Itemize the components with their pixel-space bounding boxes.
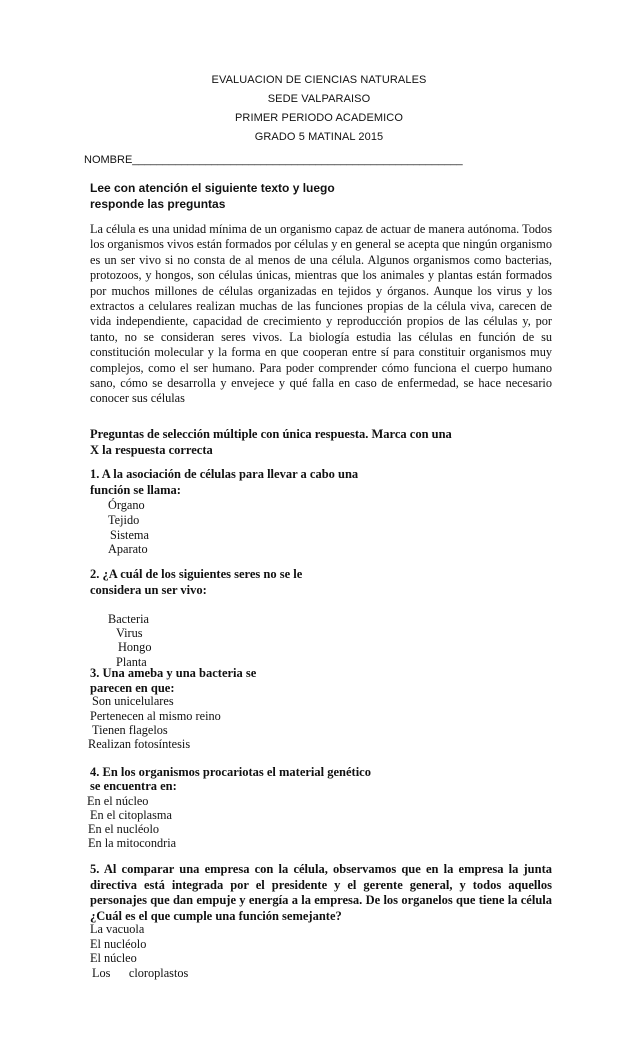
header-periodo: PRIMER PERIODO ACADEMICO <box>234 112 404 124</box>
question-2-option[interactable]: Virus <box>116 626 143 640</box>
question-4-option[interactable]: En el nucléolo <box>88 822 160 836</box>
header-sede: SEDE VALPARAISO <box>267 93 371 105</box>
question-4-line-2: se encuentra en: <box>90 779 177 793</box>
question-2-line-1: 2. ¿A cuál de los siguientes seres no se le <box>90 567 303 581</box>
question-3-line-1: 3. Una ameba y una bacteria se <box>90 666 257 680</box>
reading-passage: La célula es una unidad mínima de un organismo capaz de actuar de manera autónoma. Todos los organismos vivos están formados por células y en general se acepta que ningún organismo es un ser vivo si no consta de al menos de una célula. Algunos organismos como bacterias, protozoos, y hongos, son células únicas, mientras que los animales y plantas están formados por muchos millones de células organizadas en tejidos y órganos. Aunque los virus y los extractos a celulares realizan muchas de las funciones propias de la célula viva, carecen de vida independiente, capacidad de crecimiento y reproducción propios de las células y, por tanto, no se consideran seres vivos. La biología estudia las células en función de su constitución molecular y la forma en que cooperan entre sí para constituir organismos muy complejos, como el ser humano. Para poder comprender cómo funciona el cuerpo humano sano, cómo se desarrolla y envejece y qué falla en caso de enfermedad, se hace necesario conocer sus células <box>90 222 552 406</box>
instruction-line-1: Lee con atención el siguiente texto y luego <box>90 181 335 195</box>
header-grado: GRADO 5 MATINAL 2015 <box>254 131 384 143</box>
question-5-option[interactable]: El nucléolo <box>90 937 147 951</box>
question-1-line-2: función se llama: <box>90 483 181 497</box>
question-2-option[interactable]: Planta <box>116 655 147 669</box>
question-1-option[interactable]: Órgano <box>108 498 145 512</box>
section-title-line-2: X la respuesta correcta <box>90 443 213 457</box>
instruction-line-2: responde las preguntas <box>90 197 226 211</box>
question-1-option[interactable]: Sistema <box>110 528 149 542</box>
question-1-option[interactable]: Aparato <box>108 542 148 556</box>
question-3-line-2: parecen en que: <box>90 681 175 695</box>
question-5-option[interactable]: Los cloroplastos <box>92 966 189 980</box>
question-4-line-1: 4. En los organismos procariotas el material genético <box>90 765 371 779</box>
question-1-option[interactable]: Tejido <box>108 513 140 527</box>
question-4-option[interactable]: En el citoplasma <box>90 808 172 822</box>
question-2-line-2: considera un ser vivo: <box>90 583 207 597</box>
question-4-option[interactable]: En el núcleo <box>87 794 149 808</box>
question-5-option[interactable]: La vacuola <box>90 922 145 936</box>
question-2-option[interactable]: Hongo <box>118 640 152 654</box>
question-3-option[interactable]: Tienen flagelos <box>92 723 168 737</box>
name-field-line: NOMBRE______________________________________________________ <box>84 154 463 166</box>
question-3-option[interactable]: Realizan fotosíntesis <box>88 737 191 751</box>
question-2-option[interactable]: Bacteria <box>108 612 149 626</box>
question-5-text: 5. Al comparar una empresa con la célula, observamos que en la empresa la junta directiva está integrada por el presidente y el gerente general, y todos aquellos personajes que dan empuje y energía a la empresa. De los organelos que tiene la célula ¿Cuál es el que cumple una función semejante? <box>90 862 552 923</box>
question-5-option[interactable]: El núcleo <box>90 951 137 965</box>
question-1-line-1: 1. A la asociación de células para llevar a cabo una <box>90 467 359 481</box>
section-title-line-1: Preguntas de selección múltiple con única respuesta. Marca con una <box>90 427 452 441</box>
question-3-option[interactable]: Son unicelulares <box>92 694 174 708</box>
question-4-option[interactable]: En la mitocondria <box>88 836 177 850</box>
question-3-option[interactable]: Pertenecen al mismo reino <box>90 709 221 723</box>
header-title: EVALUACION DE CIENCIAS NATURALES <box>211 74 427 86</box>
